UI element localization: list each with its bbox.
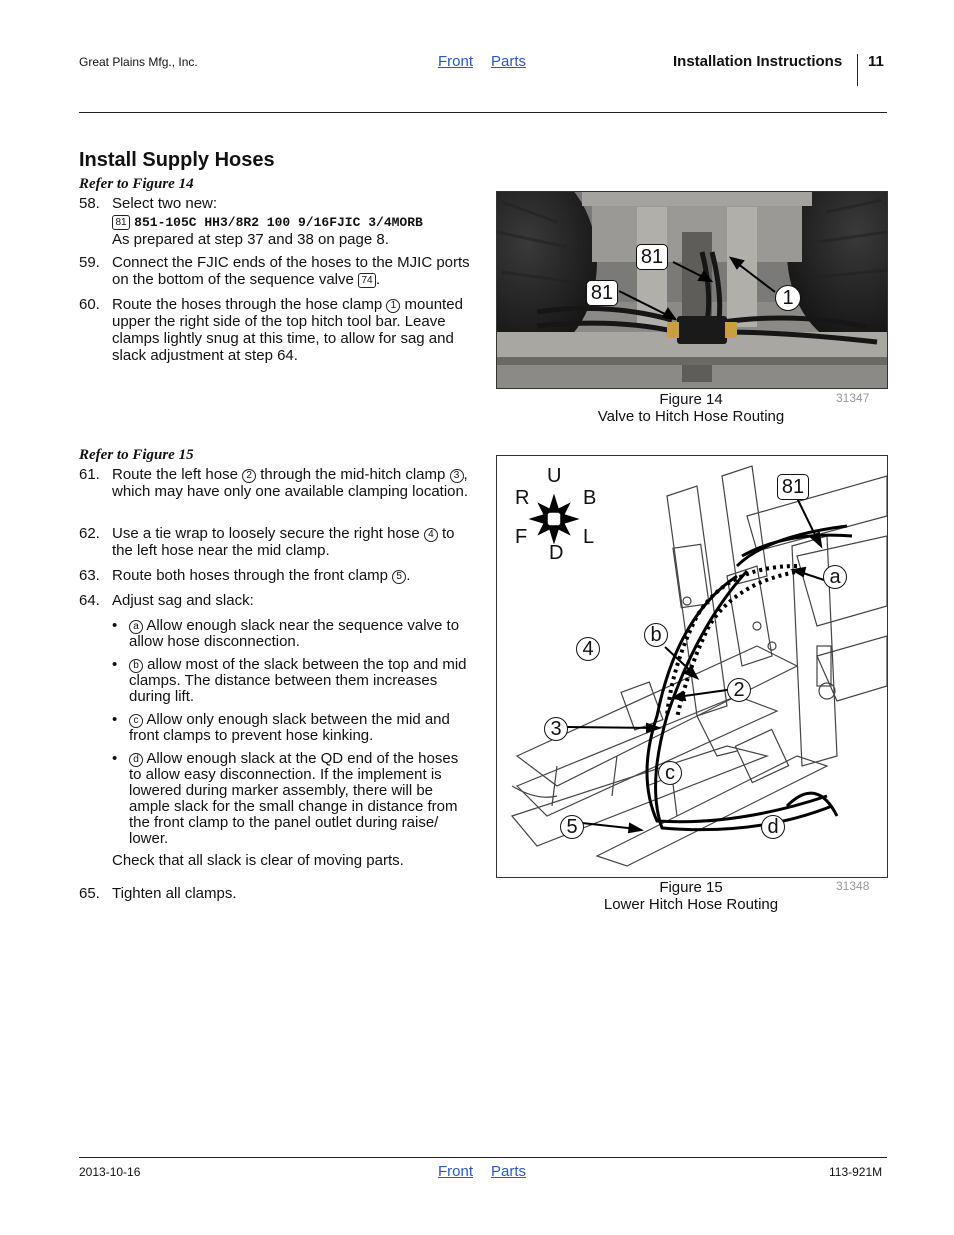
ref-a: a: [129, 620, 143, 634]
figure-15-drawing: [496, 455, 888, 878]
step-65-text: Tighten all clamps.: [112, 885, 237, 902]
step-63-text-a: Route both hoses through the front clamp: [112, 567, 389, 584]
ref-b: b: [129, 659, 143, 673]
step-61-text-c: , which may have only one available clamping location.: [112, 466, 469, 500]
part-ref-81: 81: [112, 215, 130, 230]
callout-3: 3: [544, 717, 568, 741]
page-title: Install Supply Hoses: [79, 149, 275, 171]
ref-c: c: [129, 714, 143, 728]
step-number: 63.: [79, 567, 100, 584]
footer-date: 2013-10-16: [79, 1165, 141, 1179]
figure-14-caption: [496, 391, 886, 425]
header-rule: [79, 112, 887, 113]
dir-rear: R: [515, 487, 530, 509]
step-number: 65.: [79, 885, 100, 902]
bullet-dot: •: [112, 711, 118, 728]
compass-rose: [531, 496, 577, 542]
hitch-photo-illustration: [497, 192, 887, 388]
part-number: 851-105C HH3/8R2 100 9/16FJIC 3/4MORB: [134, 215, 423, 230]
step-number: 58.: [79, 195, 100, 212]
step-62-text-a: Use a tie wrap to loosely secure the right hose: [112, 525, 420, 542]
figure-15-title: Lower Hitch Hose Routing: [603, 896, 779, 913]
bullet-dot: •: [112, 617, 118, 634]
step-58-line1: Select two new:: [112, 195, 218, 212]
bullet-b-text: allow most of the slack between the top and mid clamps. The distance between them increases during lift.: [129, 656, 467, 705]
front-link[interactable]: Front: [438, 53, 474, 70]
step-61-text-a: Route the left hose: [112, 466, 238, 483]
header-divider: [857, 54, 858, 86]
ref-74: 74: [358, 273, 376, 288]
dir-up: U: [547, 465, 562, 487]
bullet-dot: •: [112, 656, 118, 673]
dir-down: D: [549, 542, 564, 564]
bullet-a-text: Allow enough slack near the sequence valve to allow hose disconnection.: [129, 617, 460, 650]
doc-number: 113-921M: [829, 1165, 883, 1179]
figure-15-label: Figure 15: [659, 879, 723, 896]
step-64-text: Adjust sag and slack:: [112, 592, 254, 609]
callout-c: c: [658, 761, 682, 785]
step-60-text-a: Route the hoses through the hose clamp: [112, 296, 383, 313]
check-slack-text: Check that all slack is clear of moving parts.: [112, 852, 404, 869]
step-number: 59.: [79, 254, 100, 271]
bullet-d-text: Allow enough slack at the QD end of the hoses to allow easy disconnection. If the implement is lowered during marker assembly, there will be ample slack for the small change in distance from the front clamp to the panel outlet during raise/ lower.: [129, 750, 459, 847]
callout-4: 4: [576, 637, 600, 661]
callout-81: 81: [777, 474, 809, 500]
step-62-text-b: to the left hose near the mid clamp.: [112, 525, 455, 559]
refer-figure-14: Refer to Figure 14: [79, 176, 194, 192]
callout-2: 2: [727, 678, 751, 702]
callout-b: b: [644, 623, 668, 647]
figure-14-label: Figure 14: [659, 391, 723, 408]
bullet-dot: •: [112, 750, 118, 767]
ref-3: 3: [450, 469, 464, 483]
step-number: 60.: [79, 296, 100, 313]
dir-left: L: [583, 526, 595, 548]
ref-2: 2: [242, 469, 256, 483]
step-58-line3: As prepared at step 37 and 38 on page 8.: [112, 231, 389, 248]
ref-1: 1: [386, 299, 400, 313]
figure-15-id: 31348: [836, 879, 870, 893]
step-number: 64.: [79, 592, 100, 609]
section-title: Installation Instructions: [673, 53, 843, 70]
hitch-line-drawing: [497, 456, 887, 877]
dir-back: B: [583, 487, 597, 509]
dir-front: F: [515, 526, 528, 548]
parts-link[interactable]: Parts: [491, 53, 527, 70]
footer-parts-link[interactable]: Parts: [491, 1163, 527, 1180]
step-number: 61.: [79, 466, 100, 483]
step-59-end: .: [376, 271, 381, 288]
step-number: 62.: [79, 525, 100, 542]
footer-rule: [79, 1157, 887, 1158]
callout-a: a: [823, 565, 847, 589]
footer-front-link[interactable]: Front: [438, 1163, 474, 1180]
callout-81-left: 81: [586, 280, 618, 306]
figure-14-id: 31347: [836, 391, 870, 405]
step-60-text-b: mounted upper the right side of the top hitch tool bar. Leave clamps lightly snug at this time, to allow for sag and slack adjustment at step 64.: [112, 296, 463, 364]
figure-14-title: Valve to Hitch Hose Routing: [597, 408, 785, 425]
callout-1: 1: [775, 285, 801, 311]
figure-14-photo: [496, 191, 888, 389]
bullet-c-text: Allow only enough slack between the mid and front clamps to prevent hose kinking.: [129, 711, 450, 744]
refer-figure-15: Refer to Figure 15: [79, 447, 194, 463]
ref-4: 4: [424, 528, 438, 542]
ref-d: d: [129, 753, 143, 767]
company-name: Great Plains Mfg., Inc.: [79, 55, 198, 69]
callout-5: 5: [560, 815, 584, 839]
step-61-text-b: through the mid-hitch clamp: [260, 466, 446, 483]
callout-d: d: [761, 815, 785, 839]
ref-5: 5: [392, 570, 406, 584]
callout-81-top: 81: [636, 244, 668, 270]
page-number: 11: [868, 53, 884, 70]
step-63-text-b: .: [406, 567, 411, 584]
figure-15-caption: [496, 879, 886, 913]
step-59-text: Connect the FJIC ends of the hoses to the MJIC ports on the bottom of the sequence valve: [112, 254, 470, 288]
